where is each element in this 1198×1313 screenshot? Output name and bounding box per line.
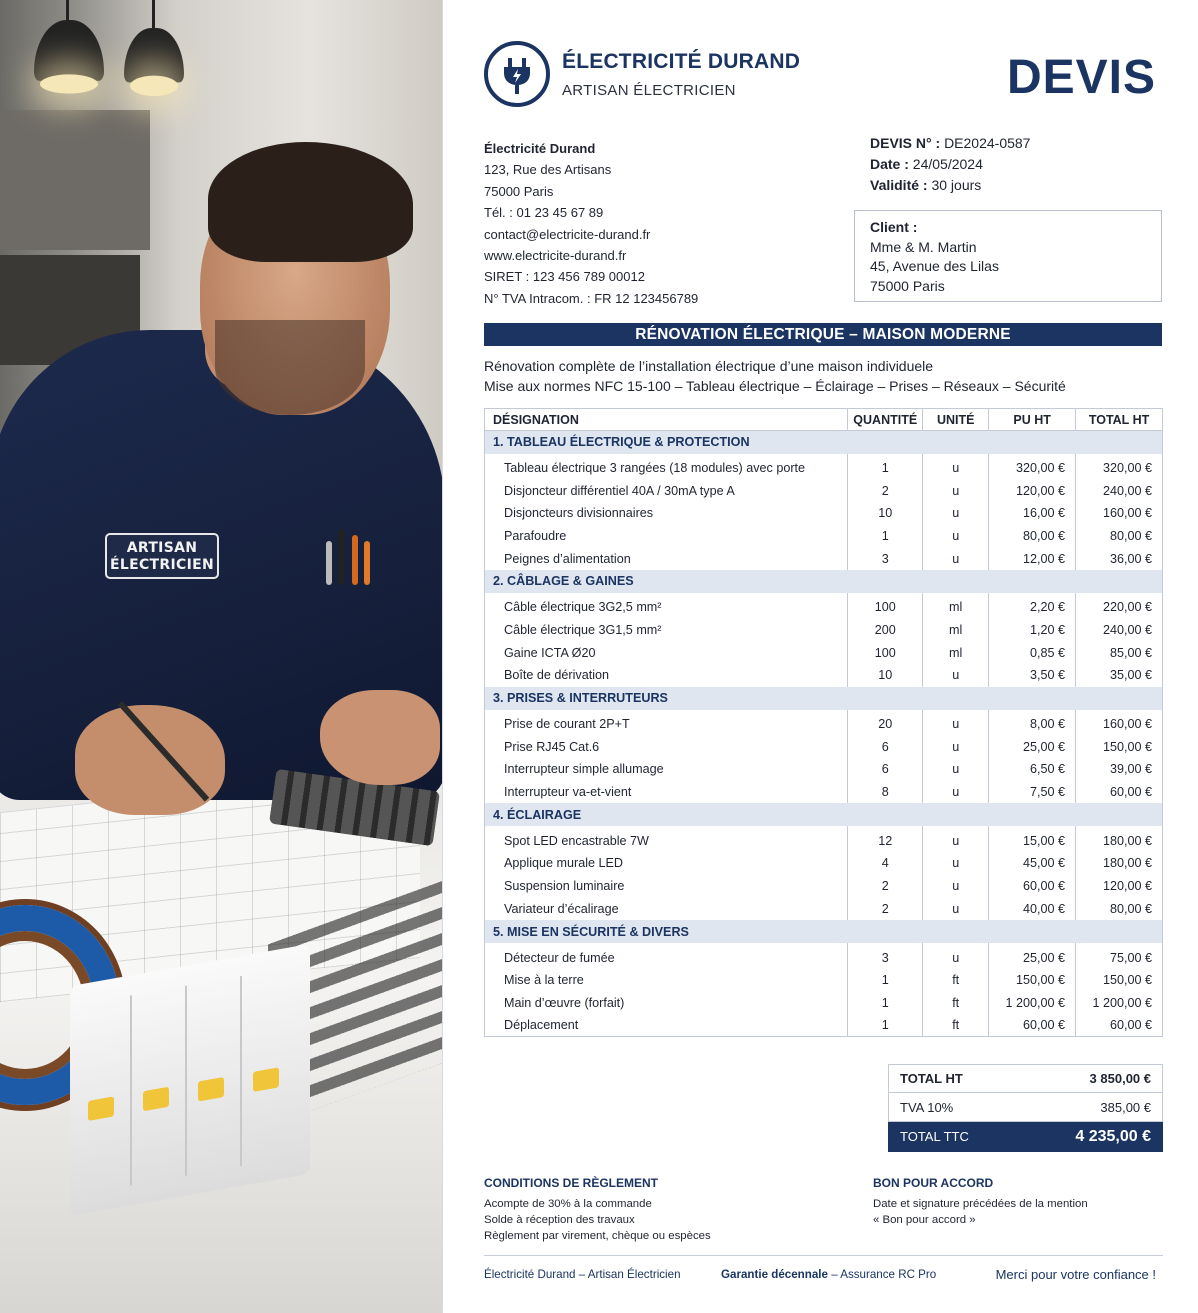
row-quantity: 1 bbox=[848, 969, 923, 992]
sender-phone: Tél. : 01 23 45 67 89 bbox=[484, 205, 604, 221]
row-unit-price: 60,00 € bbox=[989, 1014, 1076, 1037]
table-row bbox=[485, 735, 1163, 758]
section-header bbox=[485, 803, 1163, 826]
footer-thanks: Merci pour votre confiance ! bbox=[995, 1267, 1156, 1282]
document-title: DEVIS bbox=[1006, 51, 1156, 104]
client-line: 75000 Paris bbox=[870, 278, 945, 295]
row-unit: u bbox=[923, 758, 989, 781]
sender-address bbox=[484, 138, 698, 309]
header-unit: UNITÉ bbox=[923, 409, 989, 431]
section-title: 5. MISE EN SÉCURITÉ & DIVERS bbox=[485, 920, 1163, 943]
section-header bbox=[485, 920, 1163, 943]
table-row bbox=[485, 457, 1163, 480]
header-designation: DÉSIGNATION bbox=[485, 409, 848, 431]
row-quantity: 12 bbox=[848, 829, 923, 852]
calculating-hand bbox=[320, 690, 440, 785]
project-title: RÉNOVATION ÉLECTRIQUE – MAISON MODERNE bbox=[484, 323, 1162, 346]
row-quantity: 100 bbox=[848, 641, 923, 664]
company-tagline: ARTISAN ÉLECTRICIEN bbox=[562, 82, 736, 99]
row-unit-price: 3,50 € bbox=[989, 664, 1076, 687]
conditions-title: CONDITIONS DE RÈGLEMENT bbox=[484, 1176, 659, 1190]
row-quantity: 10 bbox=[848, 664, 923, 687]
row-unit: u bbox=[923, 898, 989, 921]
quote-meta bbox=[870, 133, 1030, 196]
row-designation: Détecteur de fumée bbox=[485, 946, 848, 969]
row-quantity: 8 bbox=[848, 781, 923, 804]
table-row bbox=[485, 547, 1163, 570]
row-unit: u bbox=[923, 829, 989, 852]
table-row bbox=[485, 525, 1163, 548]
row-quantity: 2 bbox=[848, 898, 923, 921]
row-total: 60,00 € bbox=[1076, 781, 1163, 804]
quote-number-label: DEVIS N° : bbox=[870, 135, 941, 151]
company-name: ÉLECTRICITÉ DURAND bbox=[562, 50, 801, 73]
badge-line-2: ÉLECTRICIEN bbox=[110, 557, 214, 573]
row-total: 75,00 € bbox=[1076, 946, 1163, 969]
row-unit-price: 25,00 € bbox=[989, 946, 1076, 969]
row-unit-price: 80,00 € bbox=[989, 525, 1076, 548]
row-unit: ml bbox=[923, 596, 989, 619]
project-description bbox=[484, 356, 1066, 396]
row-unit: u bbox=[923, 946, 989, 969]
row-unit: u bbox=[923, 547, 989, 570]
table-row bbox=[485, 946, 1163, 969]
table-row bbox=[485, 619, 1163, 642]
approval-line: « Bon pour accord » bbox=[873, 1214, 976, 1226]
row-unit-price: 16,00 € bbox=[989, 502, 1076, 525]
table-row bbox=[485, 875, 1163, 898]
row-designation: Interrupteur va-et-vient bbox=[485, 781, 848, 804]
row-unit-price: 2,20 € bbox=[989, 596, 1076, 619]
row-unit: u bbox=[923, 502, 989, 525]
section-header bbox=[485, 687, 1163, 710]
row-quantity: 2 bbox=[848, 479, 923, 502]
row-total: 240,00 € bbox=[1076, 619, 1163, 642]
tva-row bbox=[888, 1093, 1163, 1122]
quote-document bbox=[442, 0, 1198, 1313]
row-total: 60,00 € bbox=[1076, 1014, 1163, 1037]
section-title: 1. TABLEAU ÉLECTRIQUE & PROTECTION bbox=[485, 431, 1163, 454]
header-unit-price: PU HT bbox=[989, 409, 1076, 431]
table-row bbox=[485, 479, 1163, 502]
sender-line: 123, Rue des Artisans bbox=[484, 162, 612, 178]
row-unit: u bbox=[923, 664, 989, 687]
table-row bbox=[485, 1014, 1163, 1037]
client-line: Mme & M. Martin bbox=[870, 238, 977, 255]
row-unit: u bbox=[923, 457, 989, 480]
row-total: 180,00 € bbox=[1076, 829, 1163, 852]
table-row bbox=[485, 898, 1163, 921]
footer-guarantee bbox=[721, 1268, 936, 1281]
row-total: 150,00 € bbox=[1076, 969, 1163, 992]
electrician-photo bbox=[0, 0, 442, 1313]
hair bbox=[208, 142, 413, 262]
footer-guarantee-rest: – Assurance RC Pro bbox=[827, 1268, 937, 1281]
row-quantity: 6 bbox=[848, 735, 923, 758]
quote-date: 24/05/2024 bbox=[912, 156, 983, 172]
sender-line: 75000 Paris bbox=[484, 183, 554, 199]
row-quantity: 200 bbox=[848, 619, 923, 642]
row-designation: Peignes d’alimentation bbox=[485, 547, 848, 570]
tva-label: TVA 10% bbox=[900, 1099, 954, 1115]
footer-divider bbox=[484, 1255, 1163, 1256]
row-quantity: 100 bbox=[848, 596, 923, 619]
row-quantity: 6 bbox=[848, 758, 923, 781]
table-row bbox=[485, 596, 1163, 619]
table-row bbox=[485, 641, 1163, 664]
table-row bbox=[485, 713, 1163, 736]
row-unit-price: 0,85 € bbox=[989, 641, 1076, 664]
table-row bbox=[485, 758, 1163, 781]
header-total: TOTAL HT bbox=[1076, 409, 1163, 431]
row-designation: Disjoncteurs divisionnaires bbox=[485, 502, 848, 525]
condition-line: Solde à réception des travaux bbox=[484, 1214, 635, 1226]
conditions-text bbox=[484, 1196, 711, 1244]
row-unit: u bbox=[923, 713, 989, 736]
badge-line-1: ARTISAN bbox=[126, 540, 198, 556]
row-unit-price: 40,00 € bbox=[989, 898, 1076, 921]
row-unit: u bbox=[923, 479, 989, 502]
row-unit-price: 150,00 € bbox=[989, 969, 1076, 992]
row-total: 80,00 € bbox=[1076, 525, 1163, 548]
row-unit: u bbox=[923, 781, 989, 804]
table-row bbox=[485, 969, 1163, 992]
approval-line: Date et signature précédées de la mention bbox=[873, 1198, 1088, 1210]
row-total: 180,00 € bbox=[1076, 852, 1163, 875]
row-unit-price: 6,50 € bbox=[989, 758, 1076, 781]
row-designation: Disjoncteur différentiel 40A / 30mA type A bbox=[485, 479, 848, 502]
row-designation: Câble électrique 3G2,5 mm² bbox=[485, 596, 848, 619]
jacket-badge bbox=[105, 533, 219, 579]
totals-box bbox=[888, 1064, 1163, 1152]
row-designation: Applique murale LED bbox=[485, 852, 848, 875]
total-ht-label: TOTAL HT bbox=[900, 1071, 963, 1086]
row-unit: ml bbox=[923, 641, 989, 664]
row-unit-price: 320,00 € bbox=[989, 457, 1076, 480]
section-header bbox=[485, 570, 1163, 593]
total-ttc-label: TOTAL TTC bbox=[900, 1129, 969, 1144]
row-total: 80,00 € bbox=[1076, 898, 1163, 921]
row-quantity: 1 bbox=[848, 992, 923, 1015]
row-designation: Prise RJ45 Cat.6 bbox=[485, 735, 848, 758]
row-total: 160,00 € bbox=[1076, 713, 1163, 736]
row-total: 1 200,00 € bbox=[1076, 992, 1163, 1015]
row-unit-price: 25,00 € bbox=[989, 735, 1076, 758]
row-unit-price: 1,20 € bbox=[989, 619, 1076, 642]
plug-icon bbox=[483, 40, 551, 108]
header-quantity: QUANTITÉ bbox=[848, 409, 923, 431]
row-designation: Boîte de dérivation bbox=[485, 664, 848, 687]
row-unit-price: 8,00 € bbox=[989, 713, 1076, 736]
approval-text bbox=[873, 1196, 1088, 1228]
row-designation: Mise à la terre bbox=[485, 969, 848, 992]
quote-number: DE2024-0587 bbox=[944, 135, 1031, 151]
description-line: Mise aux normes NFC 15-100 – Tableau électrique – Éclairage – Prises – Réseaux – Sécurité bbox=[484, 378, 1066, 394]
row-total: 120,00 € bbox=[1076, 875, 1163, 898]
sender-website: www.electricite-durand.fr bbox=[484, 248, 627, 264]
row-unit: u bbox=[923, 852, 989, 875]
row-unit-price: 15,00 € bbox=[989, 829, 1076, 852]
pocket-pens bbox=[322, 525, 382, 585]
row-total: 39,00 € bbox=[1076, 758, 1163, 781]
quote-validity-label: Validité : bbox=[870, 177, 928, 193]
total-ttc-row bbox=[888, 1122, 1163, 1152]
kitchen-cabinet bbox=[0, 110, 150, 250]
row-designation: Suspension luminaire bbox=[485, 875, 848, 898]
row-unit-price: 12,00 € bbox=[989, 547, 1076, 570]
items-table bbox=[484, 408, 1163, 1037]
total-ht-value: 3 850,00 € bbox=[1089, 1071, 1151, 1086]
row-quantity: 3 bbox=[848, 547, 923, 570]
table-header-row bbox=[485, 409, 1163, 431]
row-designation: Câble électrique 3G1,5 mm² bbox=[485, 619, 848, 642]
client-box bbox=[854, 210, 1162, 302]
row-quantity: 10 bbox=[848, 502, 923, 525]
table-row bbox=[485, 502, 1163, 525]
row-quantity: 1 bbox=[848, 525, 923, 548]
client-line: 45, Avenue des Lilas bbox=[870, 258, 999, 275]
items-body bbox=[485, 431, 1163, 1037]
section-title: 3. PRISES & INTERRUTEURS bbox=[485, 687, 1163, 710]
quote-validity: 30 jours bbox=[931, 177, 982, 193]
row-designation: Parafoudre bbox=[485, 525, 848, 548]
sender-vat: N° TVA Intracom. : FR 12 123456789 bbox=[484, 290, 699, 306]
client-label: Client : bbox=[870, 219, 918, 235]
row-total: 240,00 € bbox=[1076, 479, 1163, 502]
row-unit-price: 1 200,00 € bbox=[989, 992, 1076, 1015]
row-quantity: 4 bbox=[848, 852, 923, 875]
row-unit: ft bbox=[923, 992, 989, 1015]
tva-value: 385,00 € bbox=[1100, 1099, 1151, 1115]
circuit-breakers bbox=[70, 944, 310, 1216]
footer-company: Électricité Durand – Artisan Électricien bbox=[484, 1268, 681, 1281]
section-title: 2. CÂBLAGE & GAINES bbox=[485, 570, 1163, 593]
row-designation: Interrupteur simple allumage bbox=[485, 758, 848, 781]
row-unit: ft bbox=[923, 969, 989, 992]
row-designation: Spot LED encastrable 7W bbox=[485, 829, 848, 852]
row-unit: u bbox=[923, 875, 989, 898]
approval-title: BON POUR ACCORD bbox=[873, 1176, 994, 1190]
row-designation: Tableau électrique 3 rangées (18 modules) avec porte bbox=[485, 457, 848, 480]
row-unit: u bbox=[923, 525, 989, 548]
quote-date-label: Date : bbox=[870, 156, 909, 172]
row-quantity: 20 bbox=[848, 713, 923, 736]
row-unit: ml bbox=[923, 619, 989, 642]
total-ht-row bbox=[888, 1064, 1163, 1093]
table-row bbox=[485, 781, 1163, 804]
table-row bbox=[485, 992, 1163, 1015]
row-total: 220,00 € bbox=[1076, 596, 1163, 619]
row-quantity: 3 bbox=[848, 946, 923, 969]
row-unit-price: 120,00 € bbox=[989, 479, 1076, 502]
row-unit: u bbox=[923, 735, 989, 758]
total-ttc-value: 4 235,00 € bbox=[1075, 1127, 1151, 1145]
row-total: 160,00 € bbox=[1076, 502, 1163, 525]
beard bbox=[215, 320, 365, 415]
row-total: 35,00 € bbox=[1076, 664, 1163, 687]
row-total: 320,00 € bbox=[1076, 457, 1163, 480]
table-row bbox=[485, 852, 1163, 875]
row-unit: ft bbox=[923, 1014, 989, 1037]
table-row bbox=[485, 664, 1163, 687]
condition-line: Règlement par virement, chèque ou espèces bbox=[484, 1230, 711, 1242]
row-total: 150,00 € bbox=[1076, 735, 1163, 758]
row-designation: Main d’œuvre (forfait) bbox=[485, 992, 848, 1015]
lamp-cord bbox=[152, 0, 155, 30]
row-designation: Déplacement bbox=[485, 1014, 848, 1037]
row-quantity: 1 bbox=[848, 457, 923, 480]
sender-siret: SIRET : 123 456 789 00012 bbox=[484, 269, 645, 285]
row-total: 85,00 € bbox=[1076, 641, 1163, 664]
table-row bbox=[485, 829, 1163, 852]
sender-line: Électricité Durand bbox=[484, 141, 596, 156]
row-unit-price: 7,50 € bbox=[989, 781, 1076, 804]
section-title: 4. ÉCLAIRAGE bbox=[485, 803, 1163, 826]
lamp-cord bbox=[66, 0, 69, 22]
condition-line: Acompte de 30% à la commande bbox=[484, 1198, 652, 1210]
row-unit-price: 60,00 € bbox=[989, 875, 1076, 898]
row-designation: Variateur d’écalirage bbox=[485, 898, 848, 921]
row-designation: Gaine ICTA Ø20 bbox=[485, 641, 848, 664]
footer-guarantee-bold: Garantie décennale bbox=[721, 1268, 828, 1281]
row-quantity: 2 bbox=[848, 875, 923, 898]
sender-email: contact@electricite-durand.fr bbox=[484, 226, 651, 242]
row-designation: Prise de courant 2P+T bbox=[485, 713, 848, 736]
row-total: 36,00 € bbox=[1076, 547, 1163, 570]
row-quantity: 1 bbox=[848, 1014, 923, 1037]
description-line: Rénovation complète de l’installation électrique d’une maison individuele bbox=[484, 358, 934, 374]
row-unit-price: 45,00 € bbox=[989, 852, 1076, 875]
section-header bbox=[485, 431, 1163, 454]
